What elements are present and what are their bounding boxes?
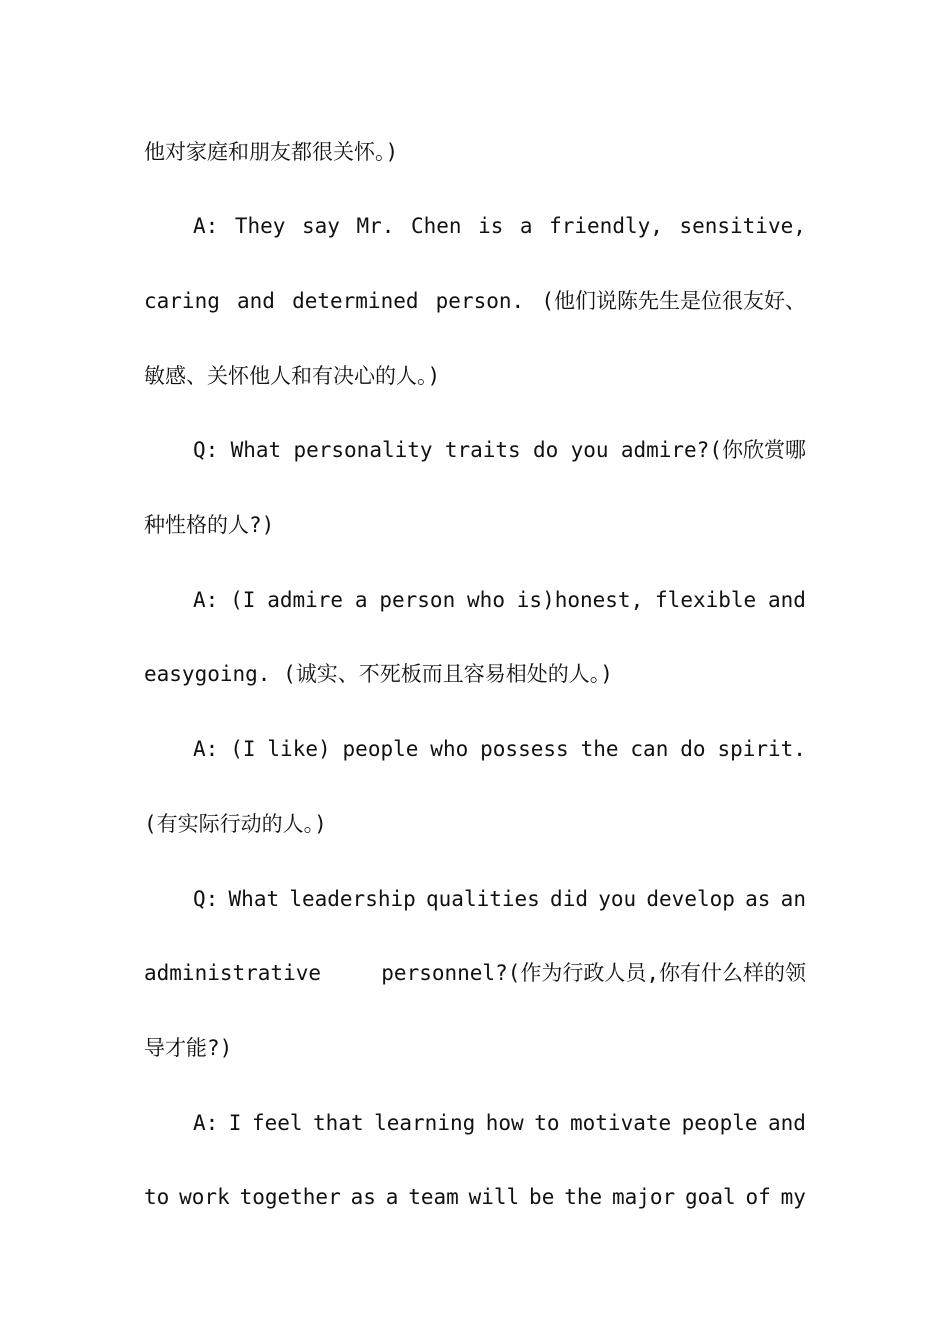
word: (I xyxy=(230,737,256,761)
word: A: xyxy=(193,737,219,761)
word: the xyxy=(580,737,619,761)
word: will xyxy=(468,1185,520,1209)
word: (I xyxy=(230,588,256,612)
word: my xyxy=(780,1185,806,1209)
word: A: xyxy=(193,588,219,612)
word: (他们说陈先生是位很友好、 xyxy=(541,289,806,313)
word: person. xyxy=(435,289,525,313)
text-line-answer xyxy=(193,729,806,769)
word: did xyxy=(550,887,588,911)
word: A: xyxy=(193,1111,219,1135)
word: and xyxy=(768,588,806,612)
word: admire xyxy=(267,588,344,612)
word: traits xyxy=(444,438,521,462)
word: is xyxy=(478,214,504,238)
text-line xyxy=(144,953,806,993)
word: personnel?(作为行政人员,你有什么样的领 xyxy=(381,961,806,985)
word: how xyxy=(485,1111,524,1135)
word: an xyxy=(780,887,806,911)
word: I xyxy=(228,1111,242,1135)
text-line: (有实际行动的人。) xyxy=(144,812,327,836)
word: be xyxy=(529,1185,555,1209)
word: work xyxy=(179,1185,230,1209)
word: personality xyxy=(293,438,433,462)
word: determined xyxy=(292,289,419,313)
word: a xyxy=(354,588,368,612)
word: administrative xyxy=(144,961,322,985)
word: friendly, xyxy=(549,214,663,238)
word: can xyxy=(630,737,669,761)
word: They xyxy=(234,214,286,238)
text-line-answer xyxy=(193,1103,806,1143)
word: flexible xyxy=(655,588,757,612)
word: What xyxy=(230,438,282,462)
word: and xyxy=(768,1111,806,1135)
word: team xyxy=(408,1185,459,1209)
word: do xyxy=(680,737,706,761)
word: a xyxy=(385,1185,399,1209)
word: who xyxy=(467,588,505,612)
word: caring xyxy=(144,289,220,313)
text-line-question xyxy=(193,879,806,919)
word: say xyxy=(301,214,340,238)
word: that xyxy=(313,1111,364,1135)
word: person xyxy=(379,588,456,612)
word: spirit. xyxy=(717,737,806,761)
text-line: 他对家庭和朋友都很关怀。) xyxy=(144,140,399,164)
word: a xyxy=(519,214,533,238)
word: to xyxy=(534,1111,560,1135)
word: Q: xyxy=(193,438,219,462)
word: leadership xyxy=(289,887,416,911)
text-line: easygoing. (诚实、不死板而且容易相处的人。) xyxy=(144,662,613,686)
word: you xyxy=(570,438,609,462)
word: is)honest, xyxy=(516,588,644,612)
word: together xyxy=(239,1185,341,1209)
text-line-answer xyxy=(193,206,806,246)
word: develop xyxy=(646,887,735,911)
word: Q: xyxy=(193,887,219,911)
text-line: 种性格的人?) xyxy=(144,513,275,537)
word: you xyxy=(598,887,637,911)
word: Chen xyxy=(410,214,462,238)
word: and xyxy=(237,289,275,313)
word: sensitive, xyxy=(679,214,806,238)
text-line-question xyxy=(193,430,806,470)
word: goal xyxy=(685,1185,736,1209)
word: the xyxy=(564,1185,603,1209)
text-line: 敏感、关怀他人和有决心的人。) xyxy=(144,364,441,388)
text-line: 导才能?) xyxy=(144,1036,233,1060)
word: learning xyxy=(374,1111,476,1135)
word: of xyxy=(745,1185,771,1209)
word: A: xyxy=(193,214,219,238)
word: as xyxy=(350,1185,376,1209)
word: Mr. xyxy=(356,214,395,238)
word: feel xyxy=(251,1111,303,1135)
word: people xyxy=(342,737,419,761)
text-line xyxy=(144,1177,806,1217)
word: possess xyxy=(480,737,569,761)
word: motivate xyxy=(570,1111,672,1135)
word: qualities xyxy=(426,887,540,911)
word: major xyxy=(611,1185,676,1209)
word: like) xyxy=(267,737,331,761)
word: as xyxy=(745,887,771,911)
text-line xyxy=(144,281,806,321)
word: to xyxy=(144,1185,170,1209)
word: do xyxy=(533,438,559,462)
word: who xyxy=(430,737,469,761)
word: What xyxy=(228,887,280,911)
word: admire?(你欣赏哪 xyxy=(620,438,806,462)
word: people xyxy=(681,1111,758,1135)
text-line-answer xyxy=(193,580,806,620)
